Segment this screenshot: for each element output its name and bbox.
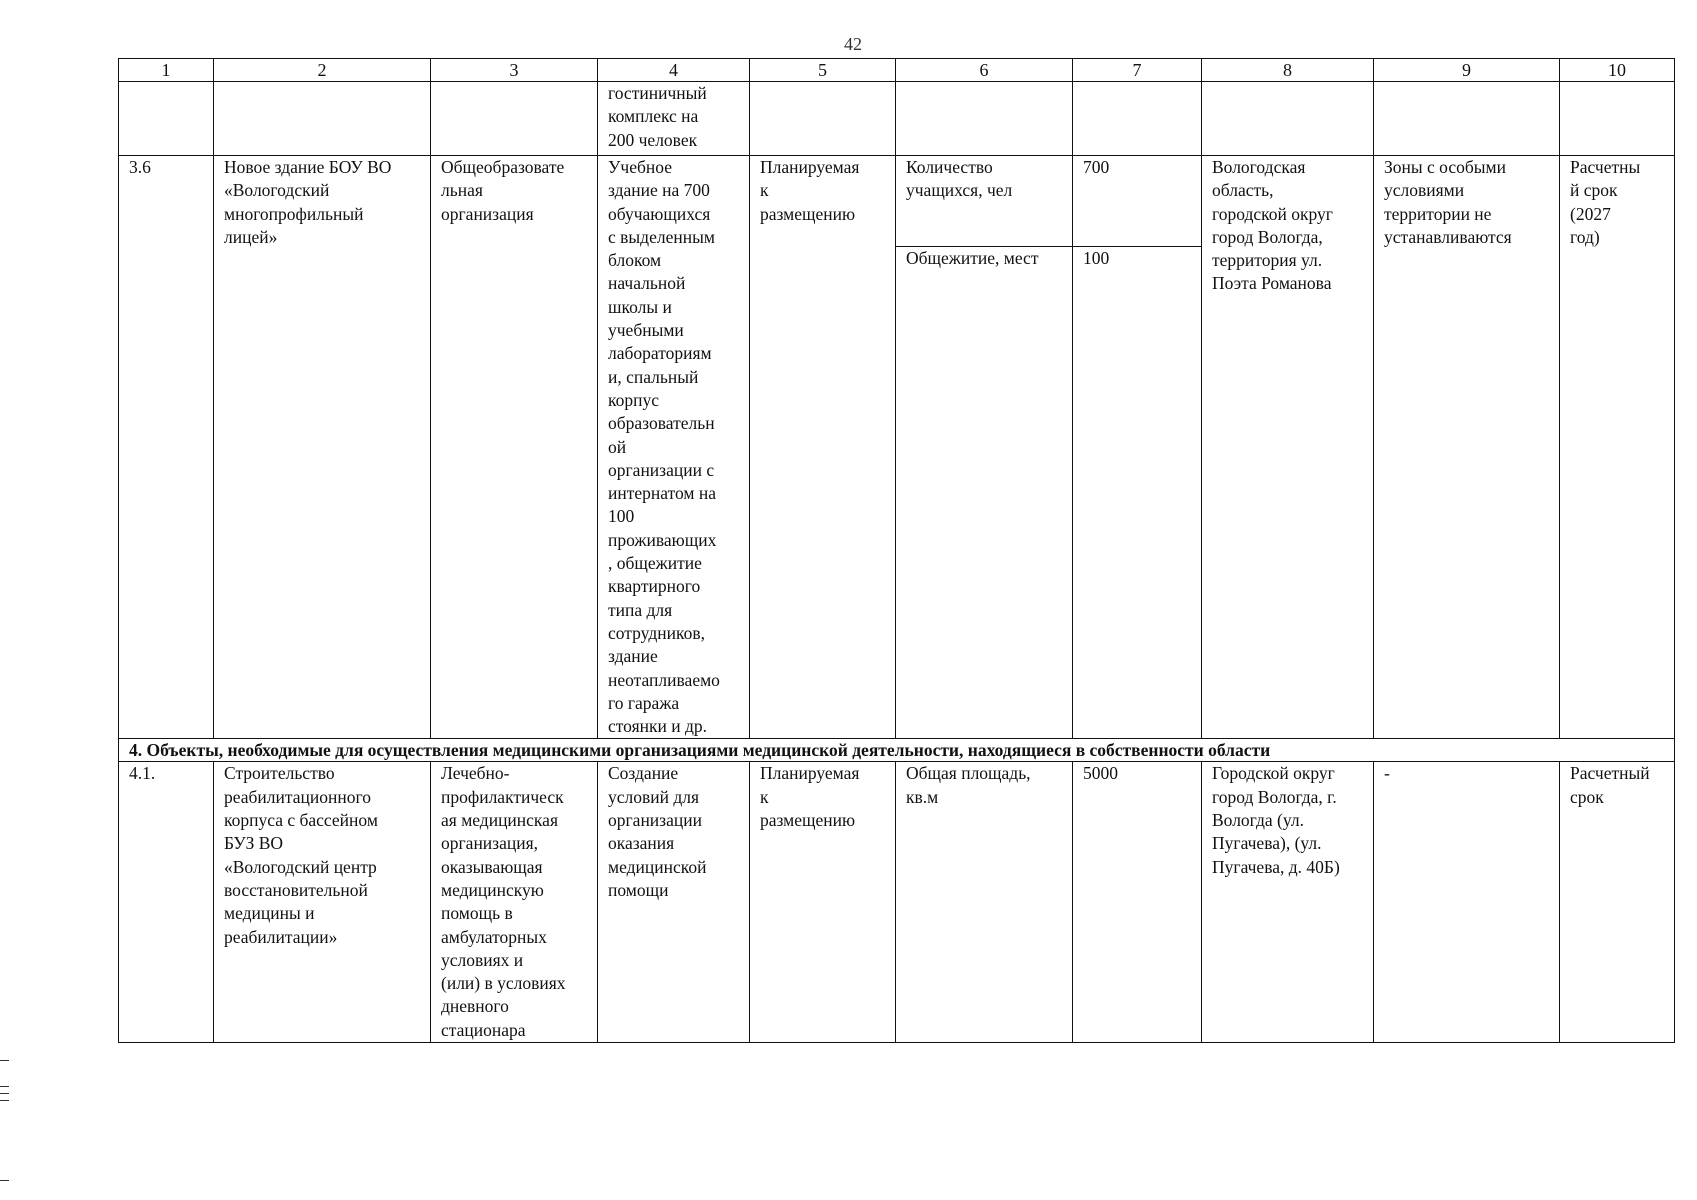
row-3-6-value-students: 700 [1073,156,1202,247]
margin-mark [0,1180,9,1181]
continuation-cell-8 [1202,82,1374,156]
header-cell-4: 4 [598,59,750,82]
continuation-cell-5 [750,82,896,156]
continuation-cell-2 [214,82,431,156]
row-4-1-name: Строительство реабилитационного корпуса с бассейном БУЗ ВО «Вологодский центр восстановительной медицины и реабилитации» [214,762,431,1043]
table-header-row [119,59,1675,82]
header-cell-8: 8 [1202,59,1374,82]
row-3-6-status: Планируемая к размещению [750,156,896,739]
margin-mark [0,1060,9,1061]
header-cell-1: 1 [119,59,214,82]
row-4-1-term: Расчетный срок [1560,762,1675,1043]
header-cell-2: 2 [214,59,431,82]
row-4-1-param: Общая площадь, кв.м [896,762,1073,1043]
continuation-cell-7 [1073,82,1202,156]
header-cell-10: 10 [1560,59,1675,82]
row-3-6-param-dormitory: Общежитие, мест [896,247,1073,739]
continuation-purpose: гостиничный комплекс на 200 человек [598,82,750,156]
continuation-cell-3 [431,82,598,156]
header-cell-3: 3 [431,59,598,82]
row-3-6-purpose: Учебное здание на 700 обучающихся с выделенным блоком начальной школы и учебными лабораториям и, спальный корпус образовательн ой организации с интернатом на 100 проживающих , общежитие квартирного типа для сотрудников, здание неотапливаемо го гаража стоянки и др. [598,156,750,739]
row-4-1-type: Лечебно- профилактическ ая медицинская организация, оказывающая медицинскую помощь в амбулаторных условиях и (или) в условиях дневного стационара [431,762,598,1043]
margin-mark [0,1093,9,1094]
continuation-cell-10 [1560,82,1675,156]
row-4-1-purpose: Создание условий для организации оказания медицинской помощи [598,762,750,1043]
continuation-cell-9 [1374,82,1560,156]
row-4-1-location: Городской округ город Вологда, г. Вологда (ул. Пугачева), (ул. Пугачева, д. 40Б) [1202,762,1374,1043]
row-4-1-number: 4.1. [119,762,214,1043]
continuation-cell-6 [896,82,1073,156]
row-3-6-param-students: Количество учащихся, чел [896,156,1073,247]
page-number: 42 [844,34,862,54]
row-4-1-value: 5000 [1073,762,1202,1043]
table-row-3-6 [119,156,1675,247]
row-4-1-status: Планируемая к размещению [750,762,896,1043]
section-4-row [119,739,1675,762]
row-4-1-zones: - [1374,762,1560,1043]
row-3-6-location: Вологодская область, городской округ город Вологда, территория ул. Поэта Романова [1202,156,1374,739]
continuation-row [119,82,1675,156]
header-cell-5: 5 [750,59,896,82]
row-3-6-value-dormitory: 100 [1073,247,1202,739]
continuation-cell-1 [119,82,214,156]
header-cell-6: 6 [896,59,1073,82]
table-row-4-1 [119,762,1675,1043]
row-3-6-type: Общеобразовате льная организация [431,156,598,739]
row-3-6-name: Новое здание БОУ ВО «Вологодский многопрофильный лицей» [214,156,431,739]
section-4-title: 4. Объекты, необходимые для осуществления медицинскими организациями медицинской деятельности, находящиеся в собственности области [119,739,1675,762]
objects-table [118,58,1675,1043]
margin-mark [0,1100,9,1101]
row-3-6-term: Расчетны й срок (2027 год) [1560,156,1675,739]
row-3-6-number: 3.6 [119,156,214,739]
header-cell-7: 7 [1073,59,1202,82]
header-cell-9: 9 [1374,59,1560,82]
margin-mark [0,1086,9,1087]
row-3-6-zones: Зоны с особыми условиями территории не устанавливаются [1374,156,1560,739]
